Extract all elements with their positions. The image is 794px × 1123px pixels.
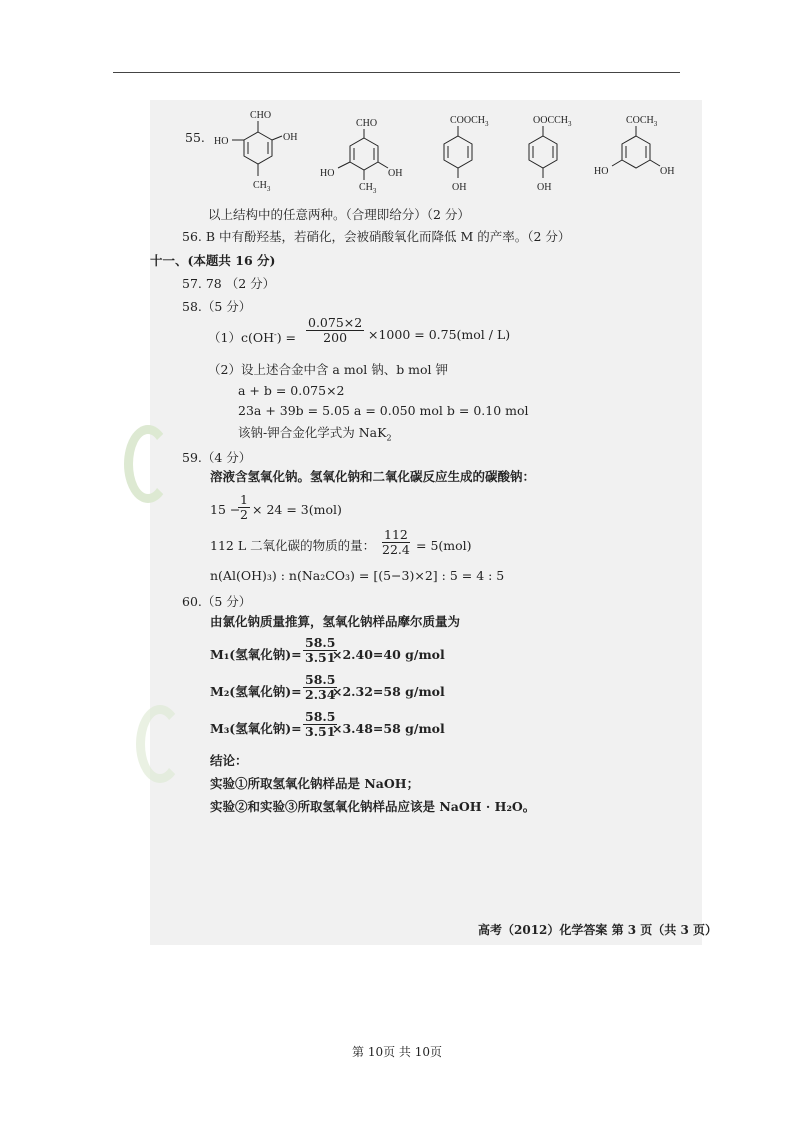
svg-text:CH3: $CH_3$ — [359, 182, 377, 195]
q60-head: 60.（5 分） — [182, 594, 252, 609]
header-rule — [113, 72, 680, 73]
svg-text:CHO: CHO — [250, 110, 272, 121]
q57-text: 57. 78 （2 分） — [182, 276, 276, 291]
q59-line3-b: = 5(mol) — [416, 538, 472, 553]
structure-3 — [420, 108, 510, 198]
molar-mass-1-label: M₁(氢氧化钠)= — [210, 647, 302, 662]
q59-line3-a: 112 L 二氧化碳的物质的量： — [210, 538, 376, 553]
section-title: 十一、(本题共 16 分) — [150, 253, 276, 268]
conclusion-2: 实验②和实验③所取氢氧化钠样品应该是 NaOH · H₂O。 — [210, 799, 536, 814]
svg-text:OH: OH — [388, 168, 403, 179]
molar-mass-3-result: ×3.48=58 g/mol — [332, 721, 445, 736]
molar-mass-2-label: M₂(氢氧化钠)= — [210, 684, 302, 699]
structure-4 — [505, 108, 595, 198]
svg-text:OH: OH — [452, 182, 467, 193]
scanned-answer-sheet — [150, 100, 702, 945]
svg-text:HO: HO — [594, 166, 609, 177]
structure-2 — [316, 108, 416, 198]
molar-mass-2-result: ×2.32=58 g/mol — [332, 684, 445, 699]
scan-footer: 高考（2012）化学答案 第 3 页（共 3 页） — [478, 923, 717, 937]
q59-line2-a: 15 − — [210, 502, 241, 517]
svg-text:OH: OH — [660, 166, 675, 177]
q58-part2-head: （2）设上述合金中含 a mol 钠、b mol 钾 — [208, 362, 449, 377]
q58-formula: 该钠-钾合金化学式为 NaK$_2$ — [238, 425, 392, 443]
q59-line1: 溶液含氢氧化钠。氢氧化钠和二氧化碳反应生成的碳酸钠： — [210, 469, 536, 484]
question-number: 55. — [185, 130, 205, 145]
svg-text:COCH3: $COCH_3$ — [626, 115, 658, 128]
q58-part1: （1）c(OH-) = — [208, 330, 297, 346]
svg-text:COOCH3: $COOCH_3$ — [450, 115, 489, 128]
q58-head: 58.（5 分） — [182, 299, 252, 314]
q55-note: 以上结构中的任意两种。（合理即给分）（2 分） — [208, 207, 470, 222]
fraction: $\frac{58.5}{3.51}$ — [305, 709, 336, 739]
q59-line2-b: × 24 = 3(mol) — [252, 502, 342, 517]
fraction: $\frac{1}{2}$ — [240, 492, 248, 522]
svg-text:OH: OH — [537, 182, 552, 193]
q58-eq1: a + b = 0.075×2 — [238, 383, 345, 398]
svg-text:HO: HO — [320, 168, 335, 179]
q58-eq2: 23a + 39b = 5.05 a = 0.050 mol b = 0.10 mol — [238, 403, 529, 418]
svg-text:CHO: CHO — [356, 118, 378, 129]
structure-1 — [210, 108, 310, 198]
fraction: $\frac{0.075\times 2}{200}$ — [308, 315, 363, 345]
molar-mass-3-label: M₃(氢氧化钠)= — [210, 721, 302, 736]
conclusion-1: 实验①所取氢氧化钠样品是 NaOH； — [210, 776, 420, 791]
svg-text:HO: HO — [214, 136, 229, 147]
fraction: $\frac{112}{22.4}$ — [382, 527, 410, 557]
svg-text:OOCCH3: $OOCCH_3$ — [533, 115, 572, 128]
q59-ratio: n(Al(OH)₃) : n(Na₂CO₃) = [(5−3)×2] : 5 = 4 : 5 — [210, 568, 505, 583]
watermark-logo — [136, 705, 184, 783]
watermark-logo — [124, 425, 172, 503]
page-footer: 第 10页 共 10页 — [352, 1045, 442, 1059]
q59-head: 59.（4 分） — [182, 450, 252, 465]
fraction: $\frac{58.5}{3.51}$ — [305, 635, 336, 665]
conclusion-label: 结论： — [210, 753, 248, 768]
svg-text:CH3: $CH_3$ — [253, 180, 271, 193]
q56-text: 56. B 中有酚羟基，若硝化，会被硝酸氧化而降低 M 的产率。（2 分） — [182, 229, 571, 244]
structure-5 — [590, 108, 690, 198]
q58-part1-result: ×1000 = 0.75(mol / L) — [368, 327, 511, 342]
fraction: $\frac{58.5}{2.34}$ — [305, 672, 336, 702]
molar-mass-1-result: ×2.40=40 g/mol — [332, 647, 445, 662]
q60-line1: 由氯化钠质量推算，氢氧化钠样品摩尔质量为 — [210, 614, 461, 629]
svg-text:OH: OH — [283, 132, 298, 143]
